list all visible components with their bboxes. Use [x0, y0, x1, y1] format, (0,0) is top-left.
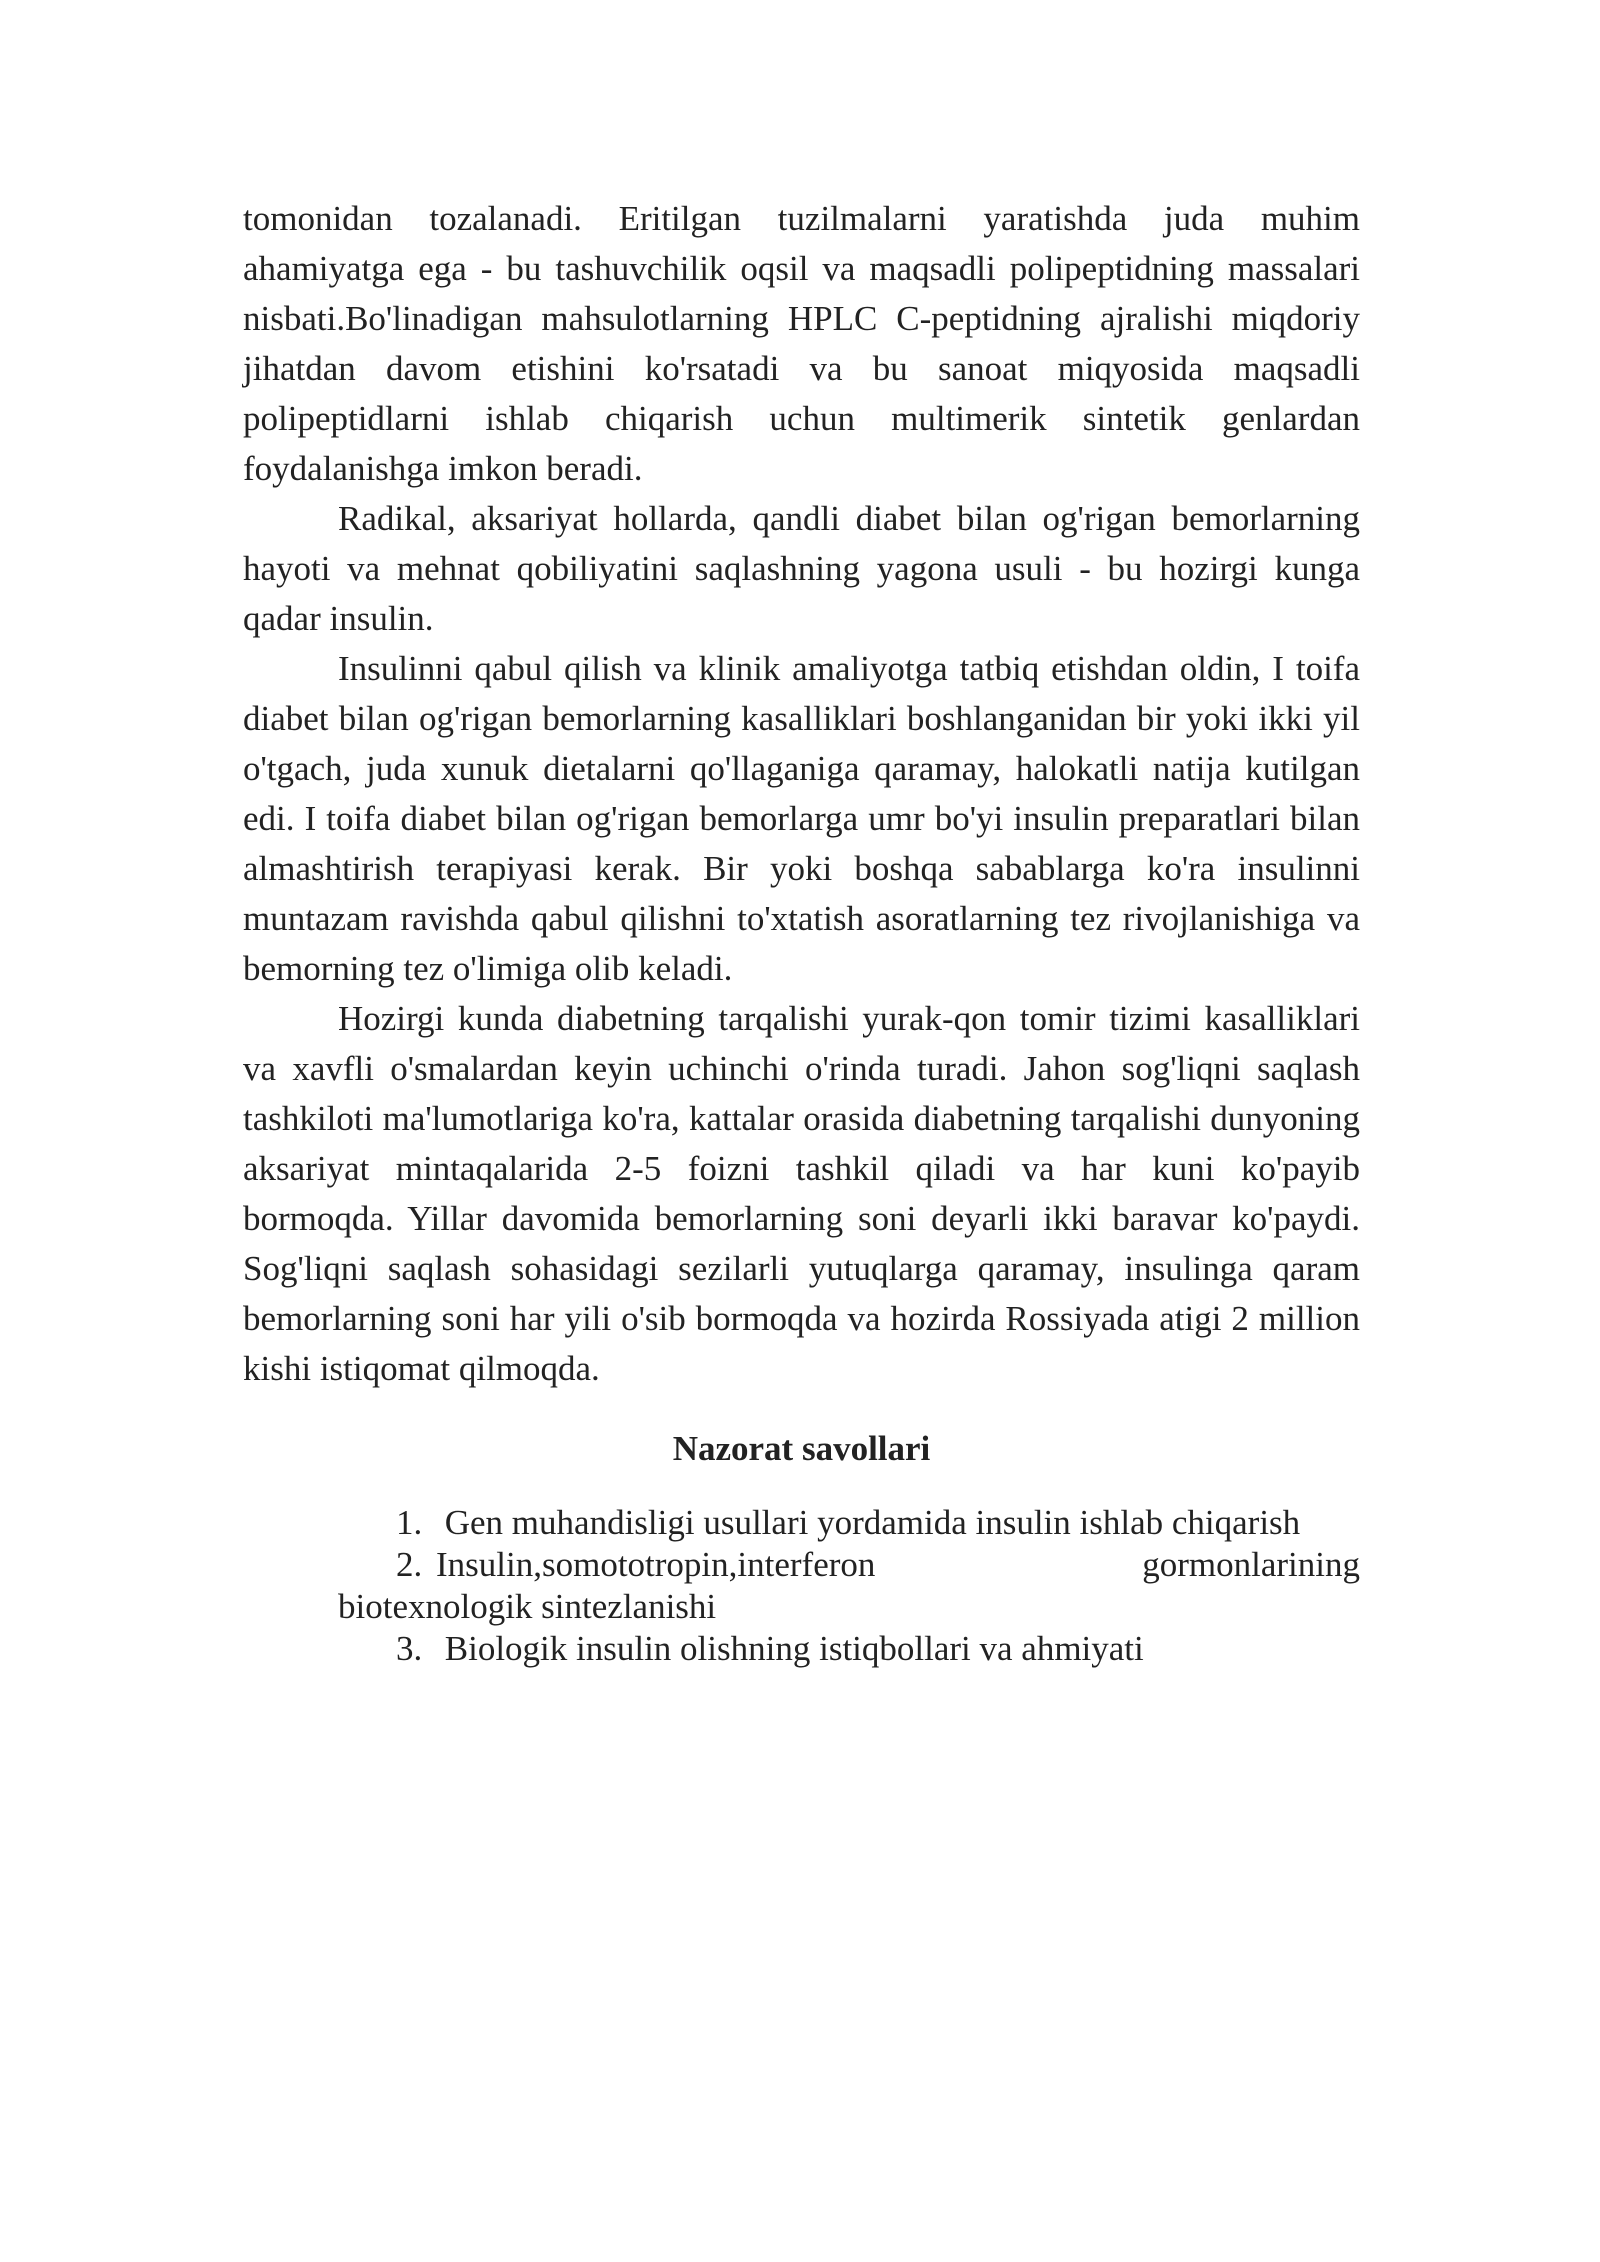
question-line-inner	[396, 1544, 1360, 1586]
question-text: Biologik insulin olishning istiqbollari va ahmiyati	[444, 1629, 1144, 1668]
section-heading: Nazorat savollari	[672, 1429, 931, 1468]
paragraph-continuation: tomonidan tozalanadi. Eritilgan tuzilmalarni yaratishda juda muhim ahamiyatga ega - bu tashuvchilik oqsil va maqsadli polipeptidning massalari nisbati.Bo'linadigan mahsulotlarning HPLC C-peptidning ajralishi miqdoriy jihatdan davom etishini ko'rsatadi va bu sanoat miqyosida maqsadli polipeptidlarni ishlab chiqarish uchun multimerik sintetik genlardan foydalanishga imkon beradi.	[243, 199, 1360, 488]
question-item	[338, 1544, 1360, 1628]
paragraph-diabetes-prevalence: Hozirgi kunda diabetning tarqalishi yurak-qon tomir tizimi kasalliklari va xavfli o'smalardan keyin uchinchi o'rinda turadi. Jahon sog'liqni saqlash tashkiloti ma'lumotlariga ko'ra, kattalar orasida diabetning tarqalishi dunyoning aksariyat mintaqalarida 2-5 foizni tashkil qiladi va har kuni ko'payib bormoqda. Yillar davomida bemorlarning soni deyarli ikki baravar ko'paydi. Sog'liqni saqlash sohasidagi sezilarli yutuqlarga qaramay, insulinga qaram bemorlarning soni har yili o'sib bormoqda va hozirda Rossiyada atigi 2 million kishi istiqomat qilmoqda.	[243, 999, 1360, 1388]
question-number: 1.	[396, 1503, 423, 1542]
question-text: Gen muhandisligi usullari yordamida insulin ishlab chiqarish	[444, 1503, 1301, 1542]
question-line	[338, 1544, 1360, 1586]
paragraph-insulin-history: Insulinni qabul qilish va klinik amaliyotga tatbiq etishdan oldin, I toifa diabet bilan og'rigan bemorlarning kasalliklari boshlanganidan bir yoki ikki yil o'tgach, juda xunuk dietalarni qo'llaganiga qaramay, halokatli natija kutilgan edi. I toifa diabet bilan og'rigan bemorlarga umr bo'yi insulin preparatlari bilan almashtirish terapiyasi kerak. Bir yoki boshqa sabablarga ko'ra insulinni muntazam ravishda qabul qilishni to'xtatish asoratlarning tez rivojlanishiga va bemorning tez o'limiga olib keladi.	[243, 649, 1360, 988]
questions-list	[243, 1502, 1360, 1670]
question-number: 3.	[396, 1629, 423, 1668]
question-number: 2.	[396, 1545, 423, 1584]
question-text: Insulin,somototropin,interferon gormonlarining	[436, 1545, 1360, 1584]
question-text-continuation: biotexnologik sintezlanishi	[338, 1587, 717, 1626]
question-item	[338, 1628, 1360, 1670]
document-body	[243, 194, 1360, 1670]
question-item	[338, 1502, 1360, 1544]
paragraph-radikal: Radikal, aksariyat hollarda, qandli diabet bilan og'rigan bemorlarning hayoti va mehnat qobiliyatini saqlashning yagona usuli - bu hozirgi kunga qadar insulin.	[243, 499, 1360, 638]
